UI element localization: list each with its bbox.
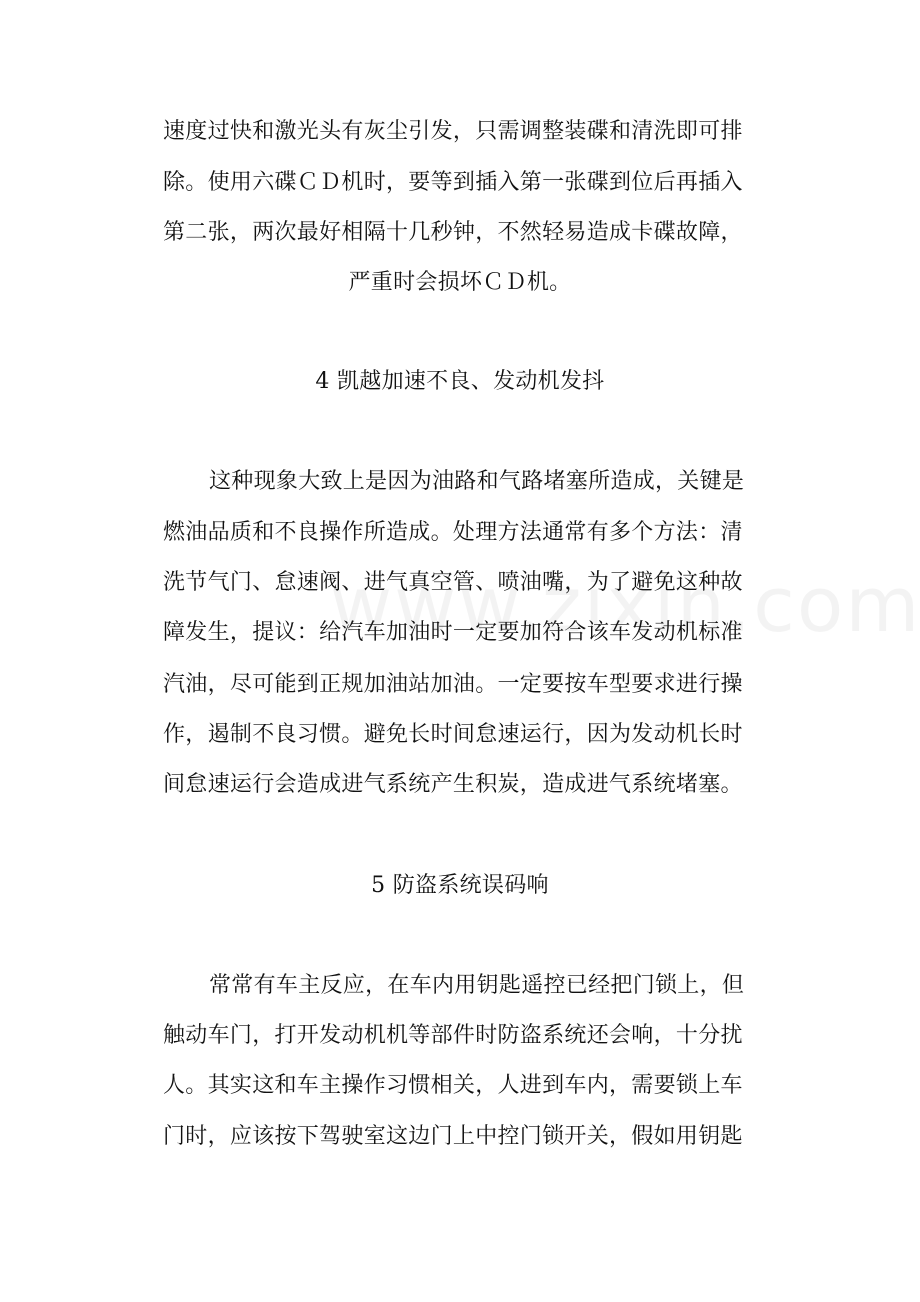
paragraph-line: 燃油品质和不良操作所造成。处理方法通常有多个方法：清 <box>163 520 743 545</box>
paragraph-line: 第二张，两次最好相隔十几秒钟，不然轻易造成卡碟故障， <box>163 220 743 245</box>
paragraph-line: 作，遏制不良习惯。避免长时间怠速运行，因为发动机长时 <box>163 722 743 747</box>
section-heading-5: 5 防盗系统误码响 <box>371 873 549 898</box>
paragraph-line: 人。其实这和车主操作习惯相关，人进到车内，需要锁上车 <box>163 1073 743 1098</box>
section-heading-4: 4 凯越加速不良、发动机发抖 <box>315 369 605 394</box>
paragraph-line: 速度过快和激光头有灰尘引发，只需调整装碟和清洗即可排 <box>163 119 743 144</box>
paragraph-line: 汽油，尽可能到正规加油站加油。一定要按车型要求进行操 <box>163 672 743 697</box>
paragraph-line: 除。使用六碟ＣＤ机时，要等到插入第一张碟到位后再插入 <box>163 170 743 195</box>
paragraph-line: 洗节气门、怠速阀、进气真空管、喷油嘴，为了避免这种故 <box>163 570 743 595</box>
paragraph-line: 门时，应该按下驾驶室这边门上中控门锁开关，假如用钥匙 <box>163 1124 743 1149</box>
paragraph-line: 触动车门，打开发动机机等部件时防盗系统还会响，十分扰 <box>163 1023 743 1048</box>
paragraph-line: 常常有车主反应，在车内用钥匙遥控已经把门锁上，但 <box>209 973 745 998</box>
paragraph-line: 间怠速运行会造成进气系统产生积炭，造成进气系统堵塞。 <box>163 772 743 797</box>
paragraph-line: 严重时会损坏ＣＤ机。 <box>348 270 572 295</box>
paragraph-line: 这种现象大致上是因为油路和气路堵塞所造成，关键是 <box>209 469 745 494</box>
paragraph-line: 障发生，提议：给汽车加油时一定要加符合该车发动机标准 <box>163 620 743 645</box>
